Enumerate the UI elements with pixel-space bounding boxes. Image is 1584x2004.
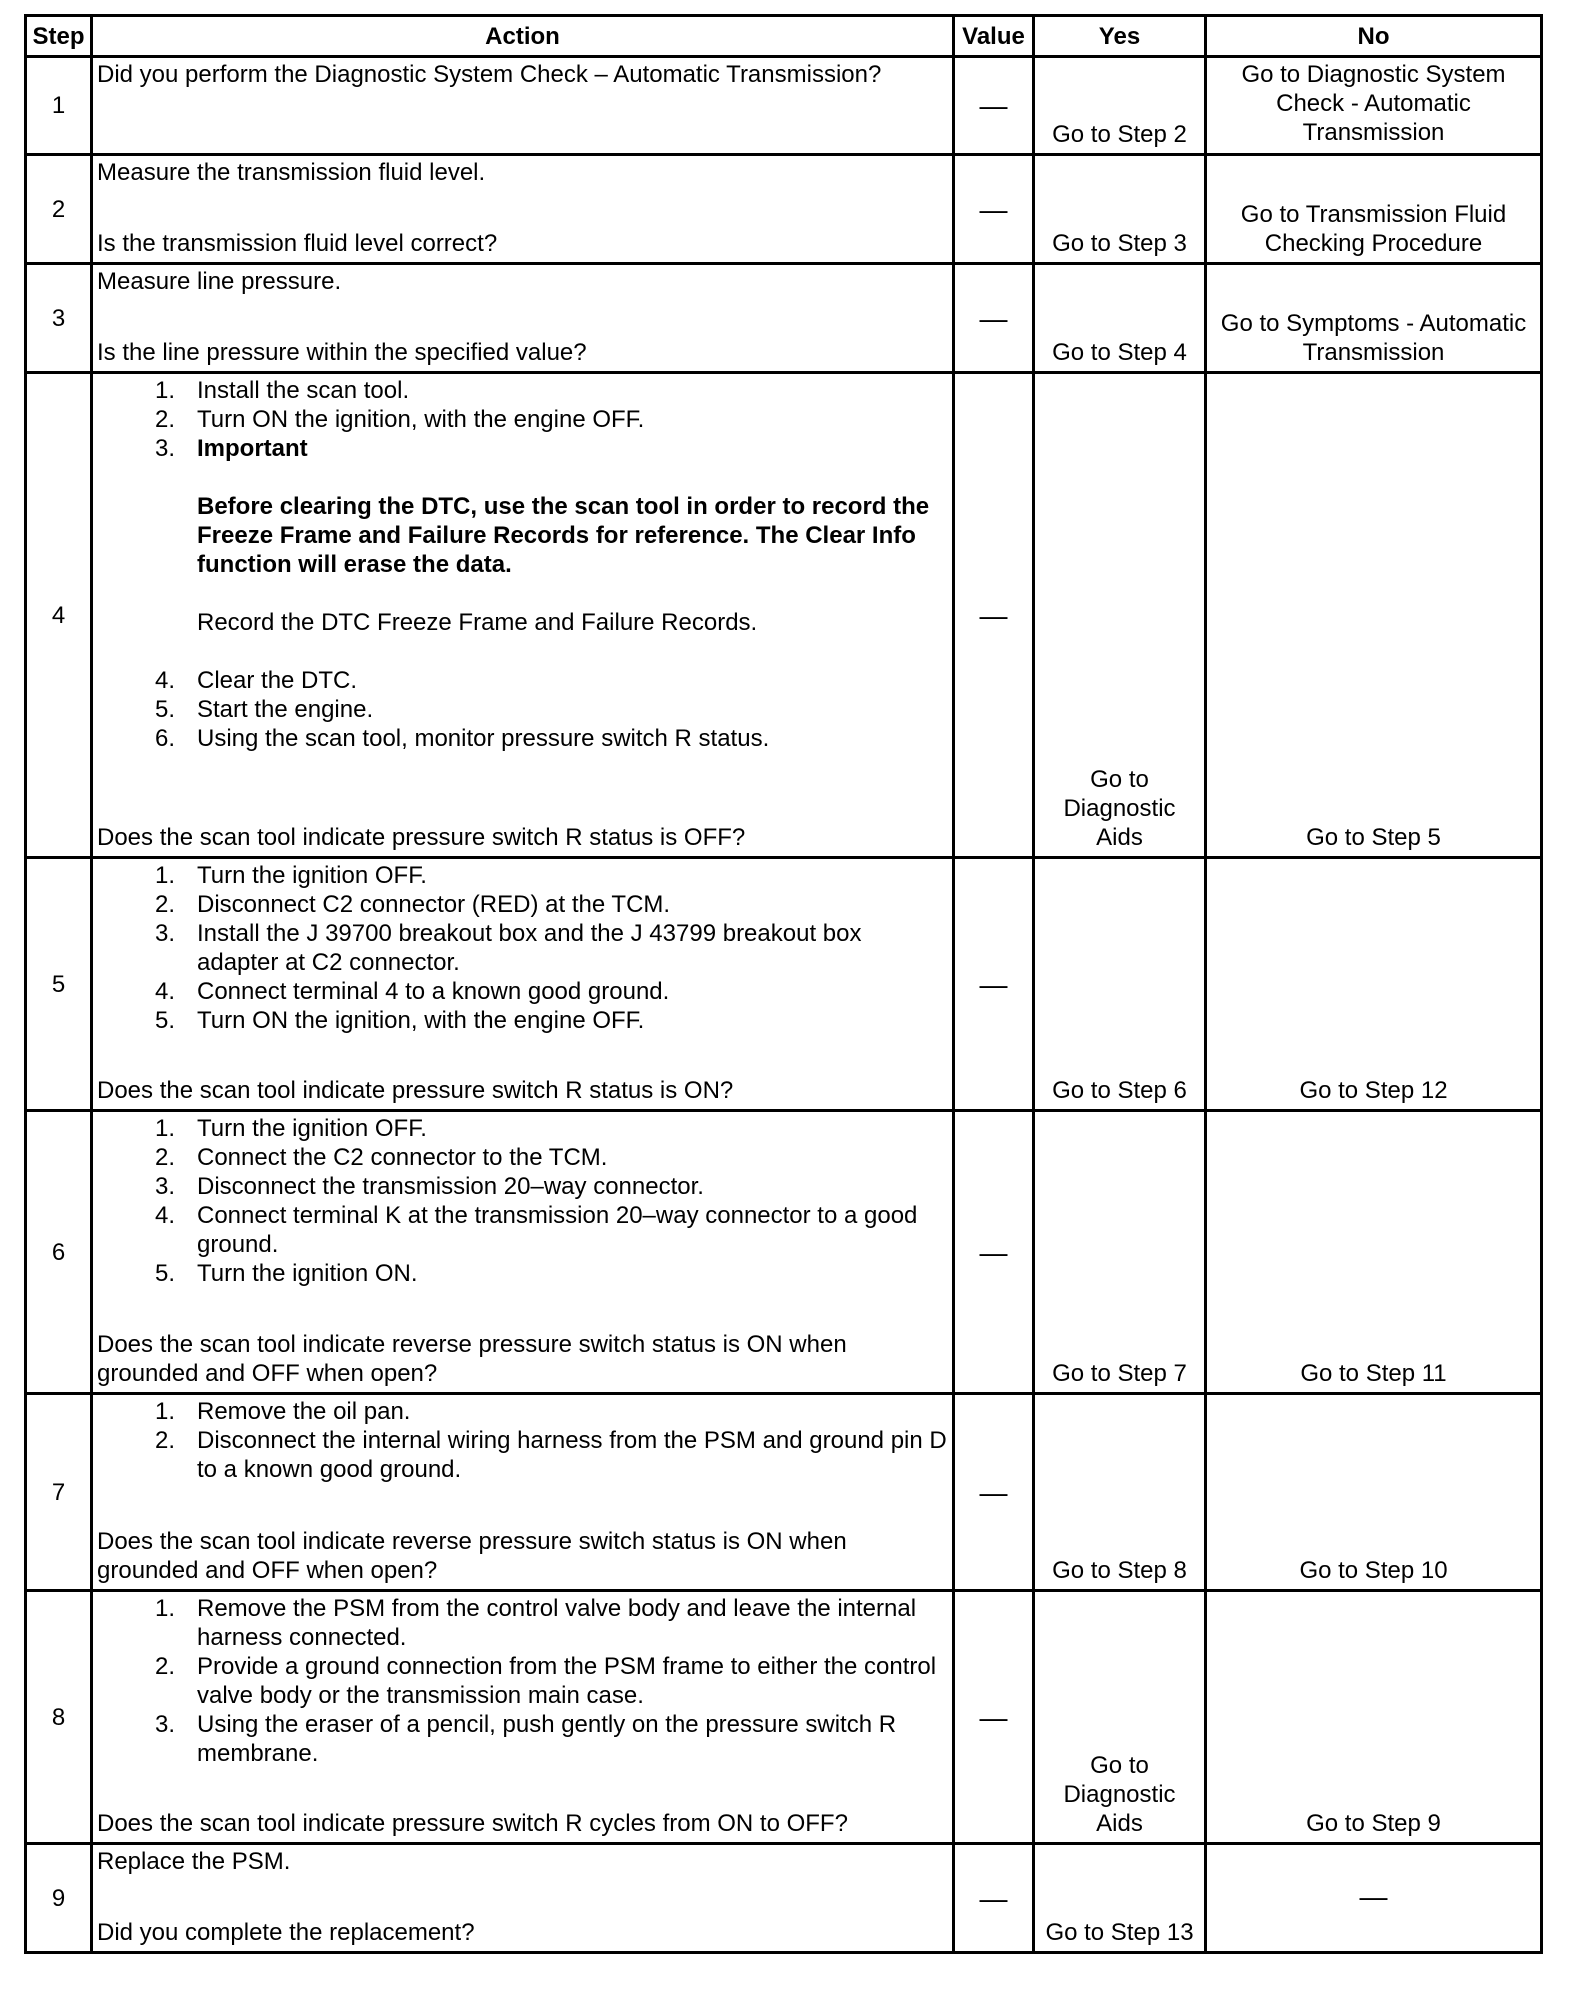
no-cell: Go to Transmission Fluid Checking Procedure	[1206, 155, 1542, 264]
procedure-list	[97, 1397, 948, 1484]
step-number: 1	[26, 57, 92, 155]
no-cell: Go to Step 11	[1206, 1111, 1542, 1394]
list-item: 4. Connect terminal 4 to a known good ground.	[154, 978, 670, 1005]
list-item: 2. Disconnect C2 connector (RED) at the TCM.	[154, 891, 671, 918]
list-item: 2. Disconnect the internal wiring harness from the PSM and ground pin D to a known good ground.	[154, 1427, 947, 1483]
list-item: 2. Connect the C2 connector to the TCM.	[154, 1144, 608, 1171]
yes-cell: Go to Step 8	[1034, 1394, 1206, 1591]
action-text: Measure line pressure.	[97, 268, 342, 295]
yes-cell: Go to Step 3	[1034, 155, 1206, 264]
value-cell: —	[954, 1111, 1034, 1394]
table-row	[26, 858, 1542, 1111]
no-cell: —	[1206, 1844, 1542, 1953]
value-cell: —	[954, 1591, 1034, 1844]
step-number: 4	[26, 373, 92, 858]
yes-cell: Go to Step 6	[1034, 858, 1206, 1111]
no-cell: Go to Diagnostic System Check - Automatic Transmission	[1206, 57, 1542, 155]
value-cell: —	[954, 858, 1034, 1111]
header-yes: Yes	[1034, 16, 1206, 57]
list-item: 3. Important Before clearing the DTC, use the scan tool in order to record the Freeze Frame and Failure Records for reference. The Clear Info function will erase the data. Record the DTC Freeze Frame and Failure Records.	[97, 434, 948, 666]
list-item: 6. Using the scan tool, monitor pressure switch R status.	[154, 725, 770, 752]
list-item: 2. Turn ON the ignition, with the engine OFF.	[154, 406, 645, 433]
header-step: Step	[26, 16, 92, 57]
list-item: 1. Turn the ignition OFF.	[154, 1115, 427, 1142]
value-cell: —	[954, 57, 1034, 155]
action-text: Did you perform the Diagnostic System Check – Automatic Transmission?	[97, 61, 882, 88]
header-action: Action	[92, 16, 954, 57]
list-item: 1. Remove the oil pan.	[154, 1398, 411, 1425]
table-row	[26, 57, 1542, 155]
list-item: 1. Remove the PSM from the control valve body and leave the internal harness connected.	[154, 1595, 917, 1651]
step-number: 3	[26, 264, 92, 373]
action-question: Did you complete the replacement?	[97, 1919, 475, 1946]
table-row	[26, 155, 1542, 264]
important-label: Important	[197, 435, 308, 462]
action-cell	[92, 264, 954, 373]
no-cell: Go to Step 12	[1206, 858, 1542, 1111]
yes-cell: Go to Diagnostic Aids	[1034, 1591, 1206, 1844]
step-number: 2	[26, 155, 92, 264]
value-cell: —	[954, 373, 1034, 858]
list-item: 1. Install the scan tool.	[154, 377, 410, 404]
list-item: 4. Connect terminal K at the transmission 20–way connector to a good ground.	[154, 1202, 918, 1258]
action-cell	[92, 858, 954, 1111]
no-cell: Go to Step 9	[1206, 1591, 1542, 1844]
list-item: 1. Turn the ignition OFF.	[154, 862, 427, 889]
value-cell: —	[954, 1394, 1034, 1591]
action-cell	[92, 1111, 954, 1394]
action-cell	[92, 57, 954, 155]
no-cell: Go to Step 10	[1206, 1394, 1542, 1591]
action-text: Replace the PSM.	[97, 1848, 291, 1875]
list-item: 3. Disconnect the transmission 20–way connector.	[154, 1173, 704, 1200]
step-number: 8	[26, 1591, 92, 1844]
diagnostic-table	[24, 14, 1543, 1954]
action-question: Is the line pressure within the specified value?	[97, 339, 587, 366]
action-cell	[92, 155, 954, 264]
yes-cell: Go to Step 13	[1034, 1844, 1206, 1953]
yes-cell: Go to Step 4	[1034, 264, 1206, 373]
table-row	[26, 1111, 1542, 1394]
important-record: Record the DTC Freeze Frame and Failure Records.	[197, 609, 758, 636]
yes-cell: Go to Step 2	[1034, 57, 1206, 155]
step-number: 5	[26, 858, 92, 1111]
action-question: Does the scan tool indicate pressure switch R cycles from ON to OFF?	[97, 1810, 848, 1837]
step-number: 9	[26, 1844, 92, 1953]
list-item: 5. Turn the ignition ON.	[154, 1260, 418, 1287]
list-item: 3. Install the J 39700 breakout box and the J 43799 breakout box adapter at C2 connector.	[154, 920, 862, 976]
procedure-list	[97, 376, 948, 753]
yes-cell: Go to Diagnostic Aids	[1034, 373, 1206, 858]
table-row	[26, 1394, 1542, 1591]
action-question: Does the scan tool indicate pressure switch R status is OFF?	[97, 824, 746, 851]
table-row	[26, 1591, 1542, 1844]
list-item: 2. Provide a ground connection from the PSM frame to either the control valve body or the transmission main case.	[154, 1653, 937, 1709]
step-number: 7	[26, 1394, 92, 1591]
list-item: 5. Start the engine.	[154, 696, 374, 723]
step-number: 6	[26, 1111, 92, 1394]
action-question: Does the scan tool indicate reverse pressure switch status is ON when grounded and OFF when open?	[97, 1331, 847, 1387]
important-note: Before clearing the DTC, use the scan tool in order to record the Freeze Frame and Failure Records for reference. The Clear Info function will erase the data.	[197, 493, 930, 578]
list-item: 4. Clear the DTC.	[154, 667, 358, 694]
no-cell: Go to Symptoms - Automatic Transmission	[1206, 264, 1542, 373]
action-text: Measure the transmission fluid level.	[97, 159, 486, 186]
header-value: Value	[954, 16, 1034, 57]
value-cell: —	[954, 1844, 1034, 1953]
action-cell	[92, 1844, 954, 1953]
action-question: Does the scan tool indicate reverse pressure switch status is ON when grounded and OFF when open?	[97, 1528, 847, 1584]
table-row	[26, 264, 1542, 373]
procedure-list	[97, 1594, 948, 1768]
value-cell: —	[954, 264, 1034, 373]
no-cell: Go to Step 5	[1206, 373, 1542, 858]
action-question: Does the scan tool indicate pressure switch R status is ON?	[97, 1077, 734, 1104]
action-question: Is the transmission fluid level correct?	[97, 230, 498, 257]
table-row	[26, 373, 1542, 858]
table-row	[26, 1844, 1542, 1953]
action-cell	[92, 1591, 954, 1844]
procedure-list	[97, 1114, 948, 1288]
list-item: 5. Turn ON the ignition, with the engine OFF.	[154, 1007, 645, 1034]
header-no: No	[1206, 16, 1542, 57]
value-cell: —	[954, 155, 1034, 264]
header-row	[26, 16, 1542, 57]
list-item: 3. Using the eraser of a pencil, push gently on the pressure switch R membrane.	[154, 1711, 897, 1767]
yes-cell: Go to Step 7	[1034, 1111, 1206, 1394]
procedure-list	[97, 861, 948, 1035]
action-cell	[92, 373, 954, 858]
action-cell	[92, 1394, 954, 1591]
